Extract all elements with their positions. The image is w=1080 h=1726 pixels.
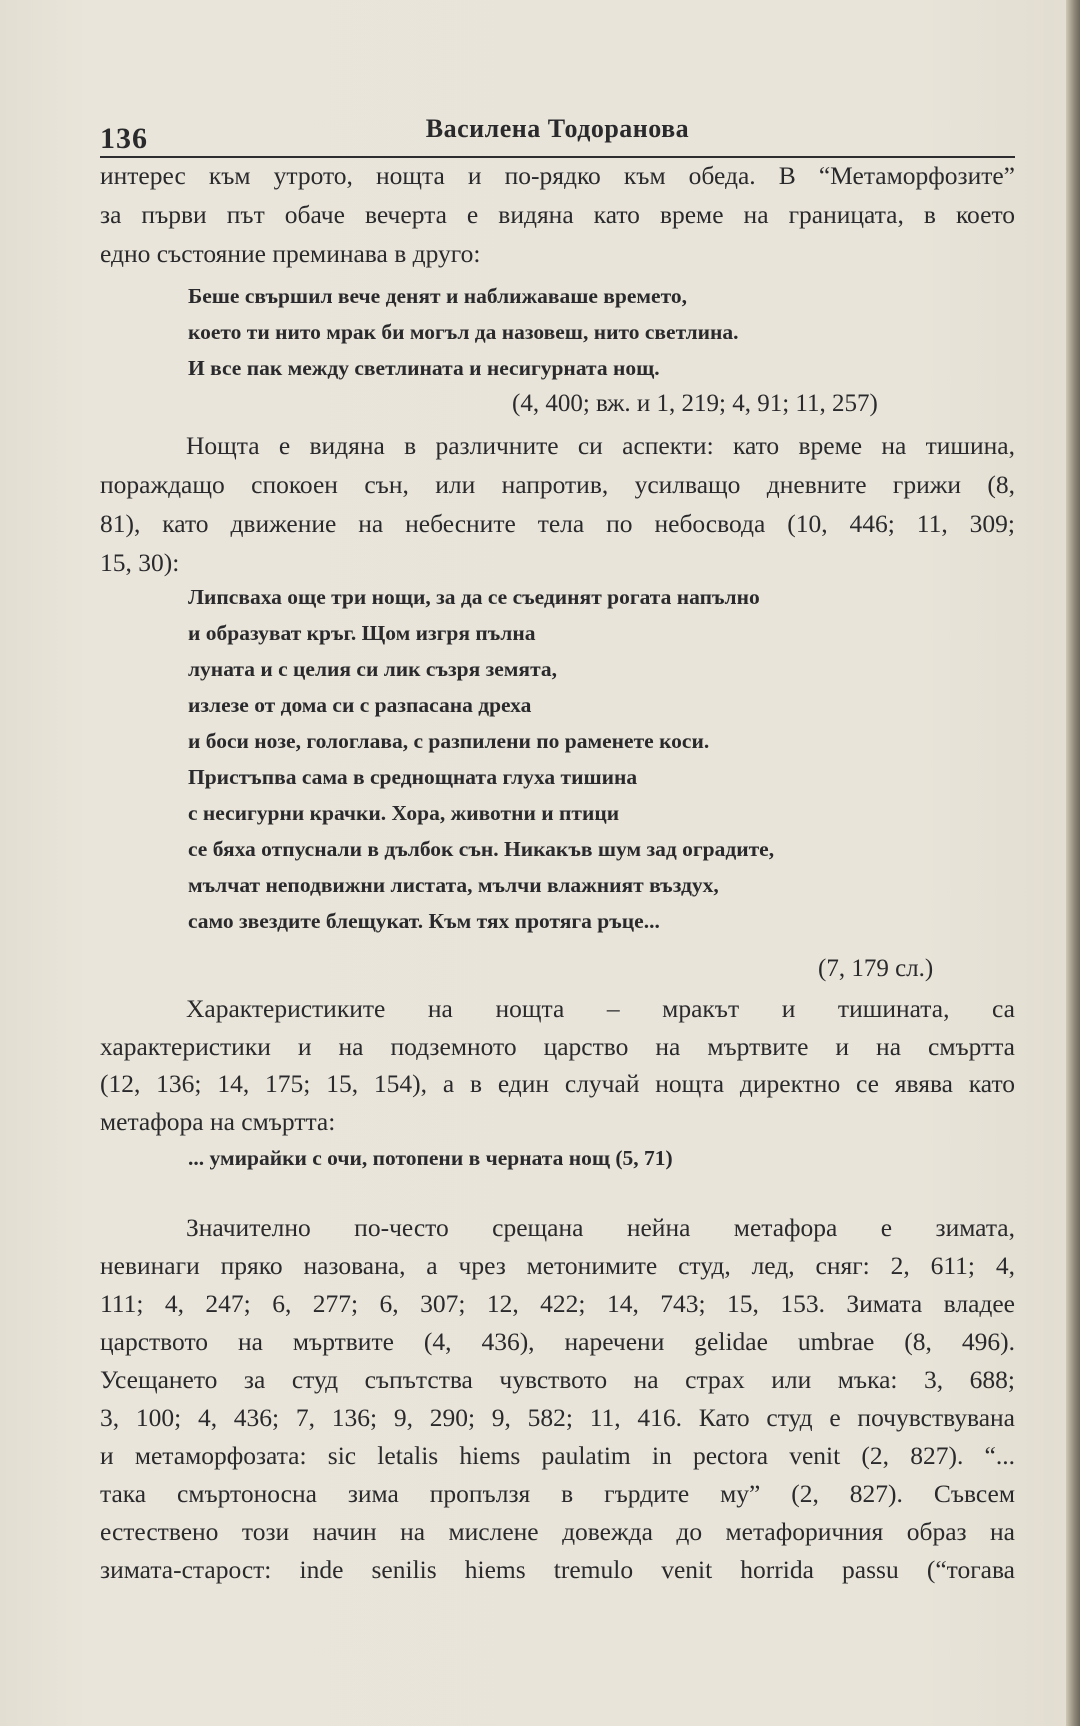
text-line: зимата-старост: inde senilis hiems tremulo venit horrida passu (“тогава (100, 1555, 1015, 1584)
text-line: така смъртоносна зима пропълзя в гърдите му” (2, 827). Съвсем (100, 1479, 1015, 1508)
verse-line: мълчат неподвижни листата, мълчи влажният въздух, (188, 873, 719, 897)
text-line: интерес към утрото, нощта и по-рядко към обеда. В “Метаморфозите” (100, 161, 1015, 190)
verse-line: и боси нозе, гологлава, с разпилени по раменете коси. (188, 729, 710, 753)
verse-line: само звездите блещукат. Към тях протяга ръце... (188, 909, 660, 933)
verse-line: И все пак между светлината и несигурната нощ. (188, 356, 660, 380)
text-line: 111; 4, 247; 6, 277; 6, 307; 12, 422; 14, 743; 15, 153. Зимата владее (100, 1289, 1015, 1318)
verse-line: и образуват кръг. Щом изгря пълна (188, 621, 536, 645)
text-line: Нощта е видяна в различните си аспекти: като време на тишина, (186, 431, 1015, 460)
quote-line: ... умирайки с очи, потопени в черната нощ (5, 71) (188, 1146, 673, 1170)
text-line: едно състояние преминава в друго: (100, 239, 481, 268)
text-line: за първи път обаче вечерта е видяна като време на границата, в което (100, 200, 1015, 229)
verse-line: което ти нито мрак би могъл да назовеш, нито светлина. (188, 320, 739, 344)
page-number: 136 (100, 122, 148, 155)
citation-reference: (7, 179 сл.) (818, 955, 934, 982)
text-line: и метаморфозата: sic letalis hiems paulatim in pectora venit (2, 827). “... (100, 1441, 1015, 1470)
text-line: (12, 136; 14, 175; 15, 154), а в един случай нощта директно се явява като (100, 1069, 1015, 1098)
verse-line: излезе от дома си с разпасана дреха (188, 693, 532, 717)
text-line: Значително по-често срещана нейна метафора е зимата, (186, 1213, 1015, 1242)
verse-line: Пристъпва сама в среднощната глуха тишина (188, 765, 638, 789)
verse-line: с несигурни крачки. Хора, животни и птици (188, 801, 620, 825)
verse-line: се бяха отпуснали в дълбок сън. Никакъв шум зад оградите, (188, 837, 775, 861)
verse-line: луната и с целия си лик съзря земята, (188, 657, 558, 681)
text-line: характеристики и на подземното царство на мъртвите и на смъртта (100, 1032, 1015, 1061)
citation-reference: (4, 400; вж. и 1, 219; 4, 91; 11, 257) (512, 390, 878, 417)
text-line: пораждащо спокоен сън, или напротив, усилващо дневните грижи (8, (100, 470, 1015, 499)
text-line: метафора на смъртта: (100, 1107, 336, 1136)
running-header-author: Василена Тодоранова (425, 114, 690, 143)
text-line: 81), като движение на небесните тела по небосвода (10, 446; 11, 309; (100, 509, 1015, 538)
text-line: царството на мъртвите (4, 436), наречени gelidae umbrae (8, 496). (100, 1327, 1015, 1356)
text-line: Характеристиките на нощта – мракът и тишината, са (186, 994, 1015, 1023)
text-line: 15, 30): (100, 548, 180, 577)
text-line: 3, 100; 4, 436; 7, 136; 9, 290; 9, 582; 11, 416. Като студ е почувствувана (100, 1403, 1015, 1432)
running-header (100, 112, 1015, 158)
verse-line: Липсваха още три нощи, за да се съединят рогата напълно (188, 585, 760, 609)
text-line: невинаги пряко назована, а чрез метонимите студ, лед, сняг: 2, 611; 4, (100, 1251, 1015, 1280)
page-edge-shadow (1066, 0, 1080, 1726)
verse-line: Беше свършил вече денят и наближаваше времето, (188, 284, 687, 308)
text-line: естествено този начин на мислене довежда до метафоричния образ на (100, 1517, 1015, 1546)
text-line: Усещането за студ съпътства чувството на страх или мъка: 3, 688; (100, 1365, 1015, 1394)
